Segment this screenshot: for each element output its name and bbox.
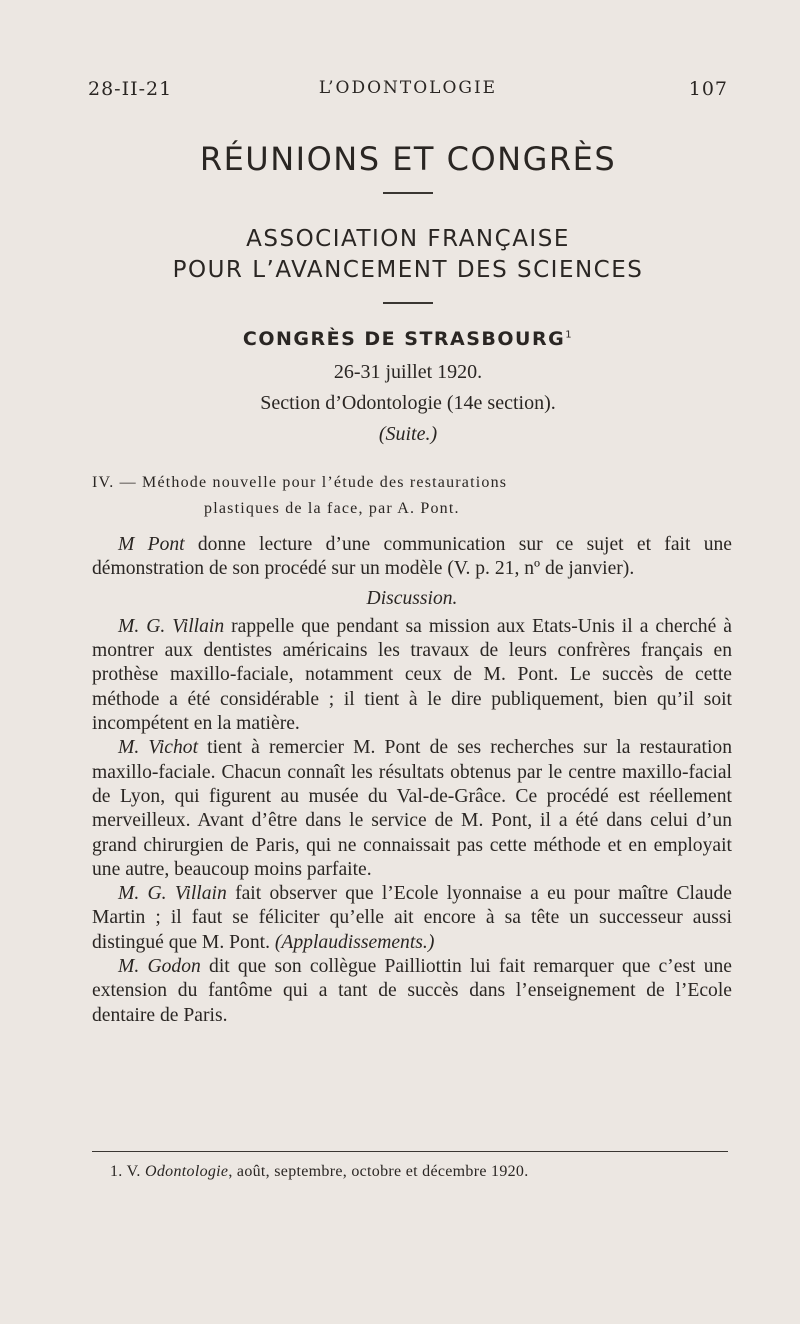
speaker-villain-1: M. G. Villain: [118, 615, 225, 637]
paragraph-villain-2: [92, 882, 732, 955]
page-title: RÉUNIONS ET CONGRÈS: [199, 140, 617, 178]
speaker-villain-2: M. G. Villain: [118, 883, 227, 905]
header-journal-title: L’ODONTOLOGIE: [318, 78, 498, 98]
text-vichot: tient à remercier M. Pont de ses recherches sur la restauration maxillo-faciale. Chacun connaît les résultats obtenus par le centre maxillo-facial de Lyon, qui figurent au musée du Val-de-Grâce. Ce procédé est réellement merveilleux. Avant d’être dans le service de M. Pont, il a été dans celui d’un grand chirurgien de Paris, qui ne connaissait pas cette méthode et en employait une autre, beaucoup moins parfaite.: [92, 737, 732, 880]
congress-dates: 26-31 juillet 1920.: [333, 361, 483, 383]
footnote-journal: Odontologie: [145, 1163, 229, 1180]
article-heading-line-1: IV. — Méthode nouvelle pour l’étude des restaurations: [92, 474, 508, 491]
intro-speaker: M Pont: [118, 534, 185, 555]
applause-note: (Applaudissements.): [274, 931, 435, 953]
congress-title: [88, 328, 728, 350]
discussion-label-text: Discussion.: [366, 587, 458, 609]
footnote-mark: 1.: [110, 1163, 123, 1180]
text-villain-2: fait observer que l’Ecole lyonnaise a eu pour maître Claude Martin ; il faut se féliciter qu’elle ait encore à sa tête un successeur aussi distingué que M. Pont.: [92, 883, 732, 953]
congress-title-text: CONGRÈS DE STRASBOURG: [242, 328, 566, 350]
discussion-label: [92, 587, 732, 611]
continued-label: (Suite.): [378, 423, 438, 445]
article-heading: [92, 470, 732, 522]
text-godon: dit que son collègue Pailliottin lui fait remarquer que c’est une extension du fantôme qui a tant de succès dans l’enseignement de l’Ecole dentaire de Paris.: [92, 956, 732, 1026]
footnote: [110, 1163, 730, 1181]
header-date: 28-II-21: [88, 78, 173, 100]
footnote-prefix: V.: [126, 1163, 146, 1180]
association-divider: [383, 302, 433, 304]
association-line-1: ASSOCIATION FRANÇAISE: [246, 226, 570, 252]
association-line-2: POUR L’AVANCEMENT DES SCIENCES: [172, 257, 644, 283]
paragraph-villain-1: [92, 615, 732, 736]
intro-paragraph: [92, 533, 732, 582]
paragraph-godon: [92, 955, 732, 1028]
running-head: [88, 78, 728, 106]
footnote-text: , août, septembre, octobre et décembre 1920.: [228, 1163, 529, 1180]
footnote-divider: [92, 1151, 728, 1152]
speaker-godon: M. Godon: [118, 956, 201, 978]
intro-text: donne lecture d’une communication sur ce sujet et fait une démonstration de son procédé sur un modèle (V. p. 21, nº de janvier).: [92, 534, 732, 580]
paragraph-vichot: [92, 736, 732, 882]
congress-section: Section d’Odontologie (14e section).: [260, 392, 556, 414]
page-number: 107: [688, 78, 728, 100]
speaker-vichot: M. Vichot: [118, 737, 199, 759]
congress-footnote-mark: 1: [565, 329, 574, 341]
title-divider: [383, 192, 433, 194]
article-heading-line-2: plastiques de la face, par A. Pont.: [204, 500, 460, 517]
text-villain-1: rappelle que pendant sa mission aux Etats-Unis il a cherché à montrer aux dentistes américains les travaux de leurs confrères français en prothèse maxillo-faciale, notamment ceux de M. Pont. Le succès de cette méthode a été considérable ; il tient à le dire publiquement, bien qu’il soit incompétent en la matière.: [92, 615, 732, 735]
article-body: [92, 533, 732, 1028]
